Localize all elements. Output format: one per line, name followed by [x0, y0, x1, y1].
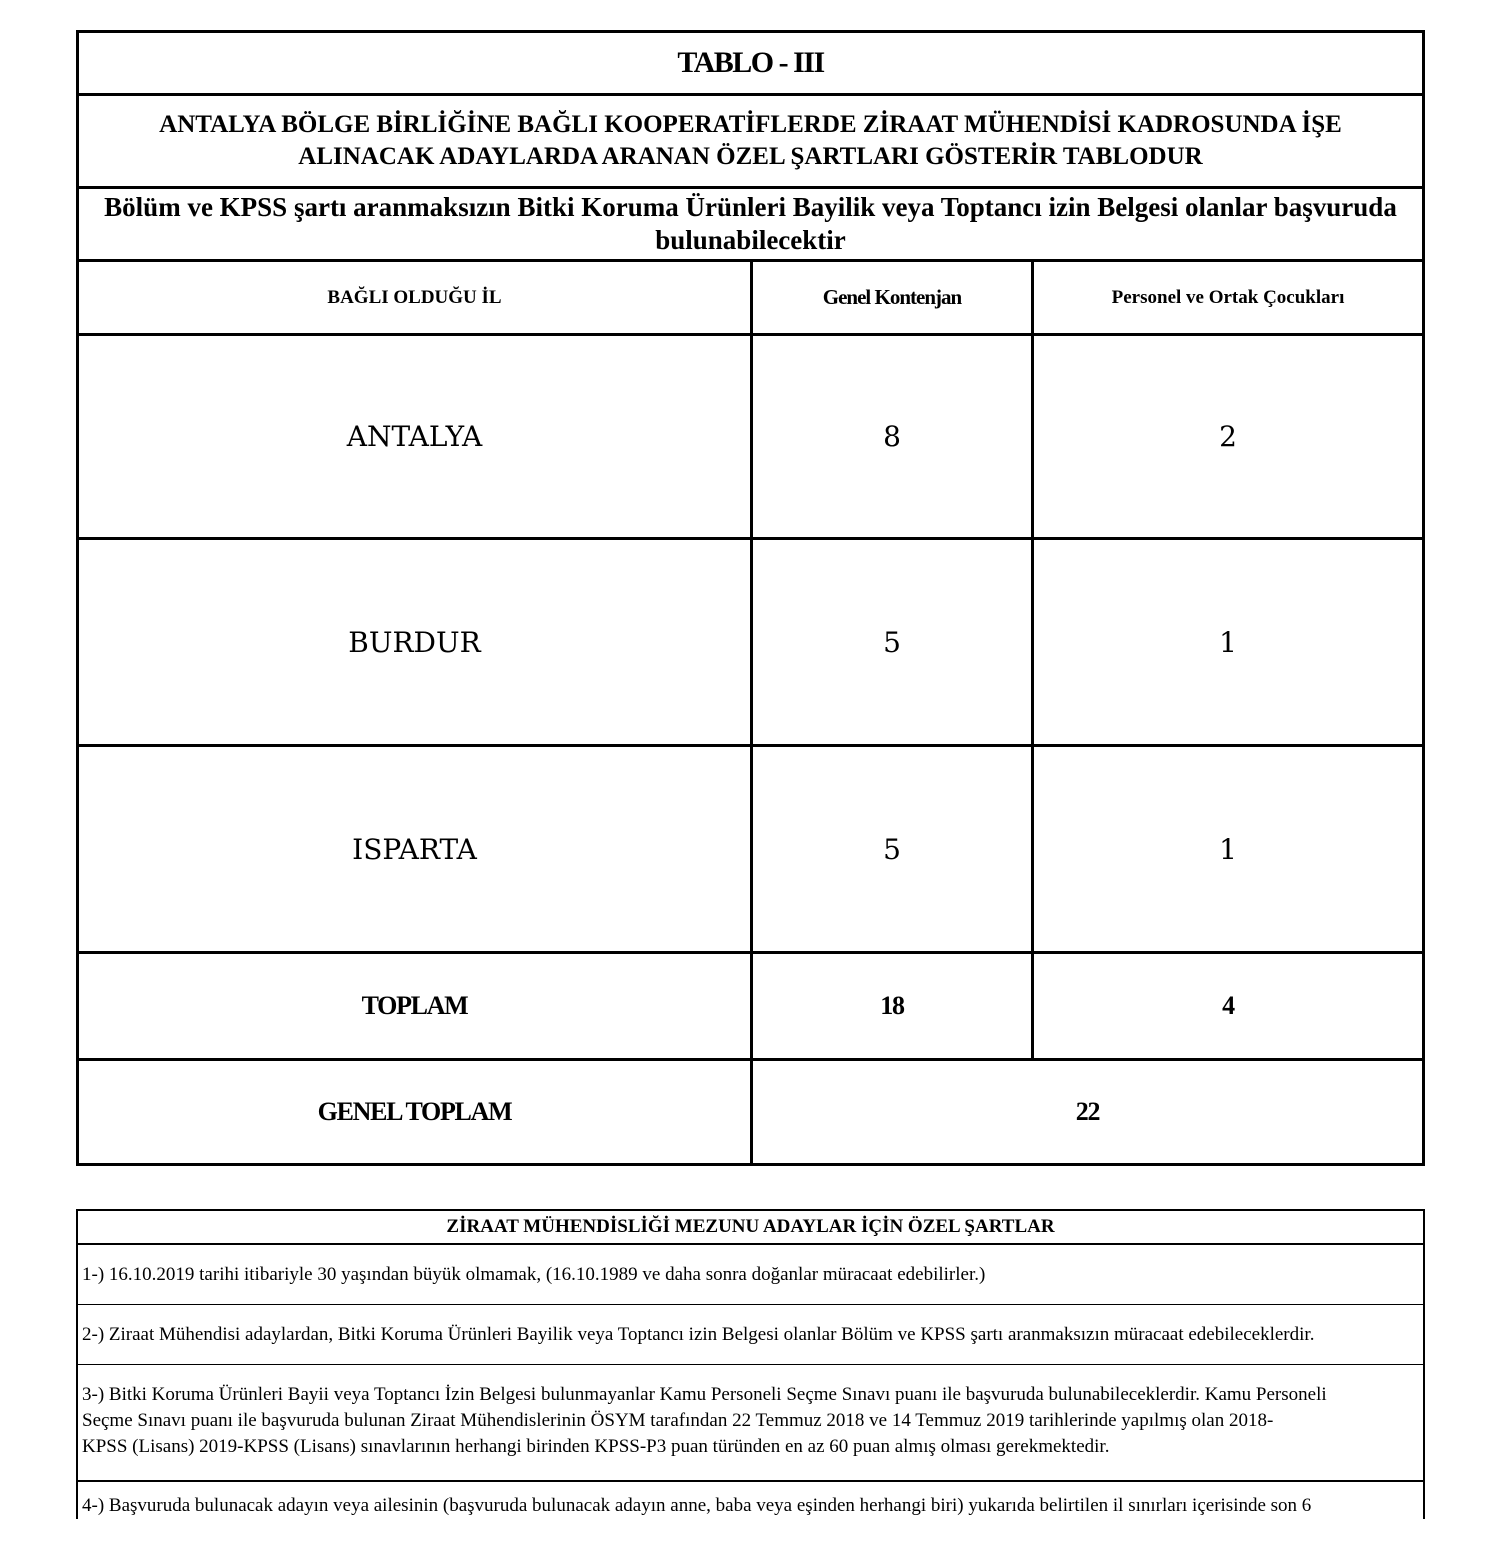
table-note-line-2: bulunabilecektir	[655, 225, 846, 255]
table-subtitle-line-1: ANTALYA BÖLGE BİRLİĞİNE BAĞLI KOOPERATİFLERDE ZİRAAT MÜHENDİSİ KADROSUNDA İŞE	[159, 111, 1342, 138]
condition-text: 4-) Başvuruda bulunacak adayın veya ailesinin (başvuruda bulunacak adayın anne, baba veya eşinden herhangi biri) yukarıda belirtilen il sınırları içerisinde son 6	[82, 1495, 1312, 1516]
total-label: TOPLAM	[361, 991, 468, 1020]
table-row	[79, 540, 1422, 747]
table-header-row	[79, 262, 1422, 336]
column-header-il: BAĞLI OLDUĞU İL	[327, 286, 502, 308]
grand-total-row	[79, 1061, 1422, 1163]
cell-il: ANTALYA	[346, 420, 483, 453]
total-personel: 4	[1222, 991, 1234, 1020]
column-header-personel: Personel ve Ortak Çocukları	[1111, 286, 1345, 308]
condition-text: 1-) 16.10.2019 tarihi itibariyle 30 yaşından büyük olmamak, (16.10.1989 ve daha sonra doğanlar müracaat edebilirler.)	[82, 1263, 986, 1285]
condition-item-1	[78, 1245, 1423, 1305]
table-title-row	[79, 33, 1422, 96]
table-row	[79, 747, 1422, 954]
quota-table	[76, 30, 1425, 1166]
total-genel: 18	[880, 991, 904, 1020]
condition-item-4	[78, 1481, 1423, 1541]
cell-personel: 1	[1219, 625, 1237, 659]
grand-total-value: 22	[1075, 1097, 1100, 1126]
cell-personel: 1	[1219, 832, 1237, 866]
table-note-line-1: Bölüm ve KPSS şartı aranmaksızın Bitki Koruma Ürünleri Bayilik veya Toptancı izin Belgesi olanlar başvuruda	[104, 192, 1397, 222]
total-row	[79, 954, 1422, 1061]
cell-il: ISPARTA	[352, 832, 477, 866]
condition-text-line: Seçme Sınavı puanı ile başvuruda bulunan Ziraat Mühendislerinin ÖSYM tarafından 22 Temmuz 2018 ve 14 Temmuz 2019 tarihlerinde yapılmış olan 2018-	[82, 1410, 1274, 1431]
condition-item-3	[78, 1365, 1423, 1481]
table-subtitle-row	[79, 96, 1422, 189]
column-header-genel-kontenjan: Genel Kontenjan	[822, 285, 962, 309]
grand-total-label: GENEL TOPLAM	[317, 1097, 512, 1126]
condition-item-2	[78, 1305, 1423, 1365]
cell-genel: 8	[883, 420, 901, 453]
conditions-table	[76, 1209, 1425, 1519]
table-note-row	[79, 189, 1422, 262]
cell-il: BURDUR	[348, 625, 481, 659]
condition-text-line: 3-) Bitki Koruma Ürünleri Bayii veya Toptancı İzin Belgesi bulunmayanlar Kamu Personeli Seçme Sınavı puanı ile başvuruda bulunabileceklerdir. Kamu Personeli	[82, 1384, 1327, 1405]
cell-personel: 2	[1219, 420, 1237, 453]
cell-genel: 5	[883, 625, 901, 659]
table-title: TABLO - III	[677, 46, 824, 79]
condition-text-line: KPSS (Lisans) 2019-KPSS (Lisans) sınavlarının herhangi birinden KPSS-P3 puan türünden en az 60 puan almış olması gerekmektedir.	[82, 1436, 1110, 1457]
table-row	[79, 336, 1422, 540]
condition-text: 2-) Ziraat Mühendisi adaylardan, Bitki Koruma Ürünleri Bayilik veya Toptancı izin Belgesi olanlar Bölüm ve KPSS şartı aranmaksızın müracaat edebileceklerdir.	[82, 1323, 1315, 1345]
table-subtitle-line-2: ALINACAK ADAYLARDA ARANAN ÖZEL ŞARTLARI GÖSTERİR TABLODUR	[298, 143, 1203, 170]
conditions-heading: ZİRAAT MÜHENDİSLİĞİ MEZUNU ADAYLAR İÇİN ÖZEL ŞARTLAR	[78, 1211, 1423, 1245]
cell-genel: 5	[883, 832, 901, 866]
